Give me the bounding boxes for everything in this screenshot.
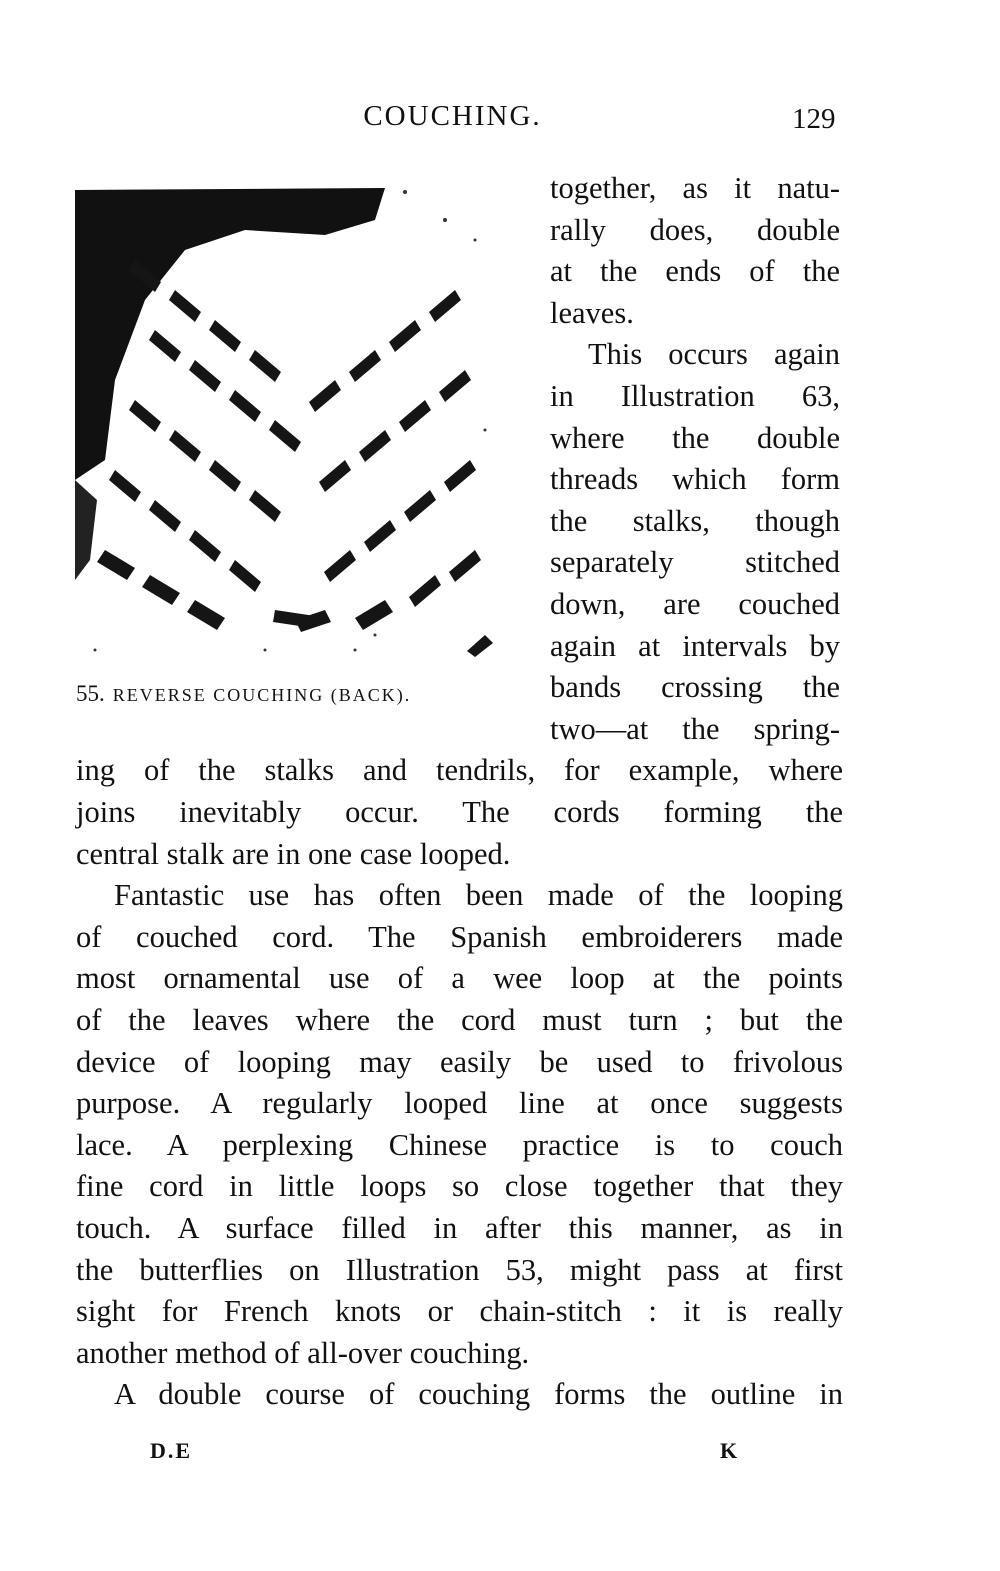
- body-line: sight for French knots or chain-stitch : it is really: [76, 1294, 843, 1328]
- body-line: fine cord in little loops so close together that they: [76, 1169, 843, 1203]
- chevron-stitch-pattern: [97, 260, 493, 657]
- page-number: 129: [792, 103, 836, 135]
- body-line: of couched cord. The Spanish embroiderers made: [76, 920, 843, 954]
- signature-mark: D.E: [150, 1438, 193, 1463]
- running-head: COUCHING.: [363, 100, 542, 132]
- column-line: in Illustration 63,: [550, 379, 840, 413]
- body-line: central stalk are in one case looped.: [76, 837, 511, 871]
- figure-number: 55.: [76, 681, 105, 706]
- body-line: lace. A perplexing Chinese practice is to couch: [76, 1128, 843, 1162]
- figure-caption-text: REVERSE COUCHING (BACK).: [112, 685, 412, 705]
- body-line: another method of all-over couching.: [76, 1336, 530, 1370]
- column-line: together, as it natu-: [550, 171, 840, 205]
- column-line: leaves.: [550, 296, 634, 330]
- body-line: A double course of couching forms the outline in: [114, 1377, 843, 1411]
- body-line: Fantastic use has often been made of the looping: [114, 878, 843, 912]
- column-line: separately stitched: [550, 545, 840, 579]
- body-line: touch. A surface filled in after this manner, as in: [76, 1211, 843, 1245]
- body-line: of the leaves where the cord must turn ; but the: [76, 1003, 843, 1037]
- body-line: most ornamental use of a wee loop at the points: [76, 961, 843, 995]
- body-line: device of looping may easily be used to frivolous: [76, 1045, 843, 1079]
- body-line: the butterflies on Illustration 53, might pass at first: [76, 1253, 843, 1287]
- column-line: the stalks, though: [550, 504, 840, 538]
- gathering-mark: K: [720, 1438, 738, 1463]
- illustration-reverse-couching: [75, 180, 505, 680]
- figure-caption: [76, 681, 411, 707]
- column-line: two—at the spring-: [550, 712, 840, 746]
- body-line: ing of the stalks and tendrils, for example, where: [76, 753, 843, 787]
- embroidery-photo: [75, 180, 505, 680]
- column-line: at the ends of the: [550, 254, 840, 288]
- column-line: This occurs again: [588, 337, 840, 371]
- column-line: threads which form: [550, 462, 840, 496]
- dark-left-edge: [75, 480, 97, 580]
- column-line: rally does, double: [550, 213, 840, 247]
- body-line: purpose. A regularly looped line at once suggests: [76, 1086, 843, 1120]
- column-line: bands crossing the: [550, 670, 840, 704]
- column-line: down, are couched: [550, 587, 840, 621]
- column-line: where the double: [550, 421, 840, 455]
- column-line: again at intervals by: [550, 629, 840, 663]
- body-line: joins inevitably occur. The cords forming the: [76, 795, 843, 829]
